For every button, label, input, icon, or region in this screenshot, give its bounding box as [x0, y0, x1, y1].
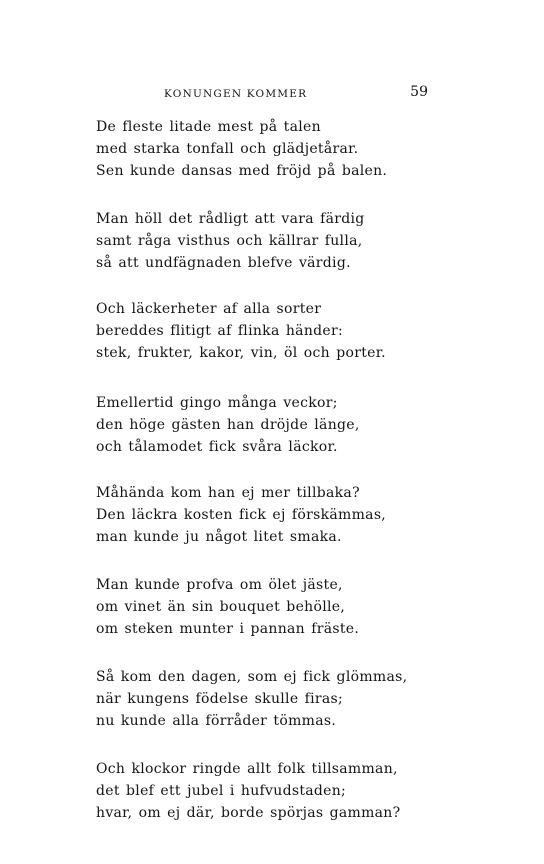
verse-line: Man höll det rådligt att vara färdig [96, 211, 365, 227]
stanza-4 [96, 392, 416, 458]
stanza-5 [96, 482, 416, 548]
verse-line: Den läckra kosten fick ej förskämmas, [96, 507, 387, 523]
verse-line: Måhända kom han ej mer tillbaka? [96, 485, 360, 501]
verse-line: om vinet än sin bouquet behölle, [96, 599, 346, 615]
verse-line: nu kunde alla förråder tömmas. [96, 713, 337, 729]
stanza-2 [96, 208, 416, 274]
verse-line: samt råga visthus och källrar fulla, [96, 233, 363, 249]
verse-line: om steken munter i pannan fräste. [96, 621, 360, 637]
poem-body [96, 116, 416, 848]
stanza-3 [96, 298, 416, 364]
running-header [96, 84, 428, 104]
verse-line: bereddes flitigt af flinka händer: [96, 323, 343, 339]
stanza-7 [96, 666, 416, 732]
stanza-6 [96, 574, 416, 640]
verse-line: med starka tonfall och glädjetårar. [96, 141, 359, 157]
verse-line: man kunde ju något litet smaka. [96, 529, 342, 545]
verse-line: Så kom den dagen, som ej fick glömmas, [96, 669, 408, 685]
verse-line: det blef ett jubel i hufvudstaden; [96, 783, 347, 799]
verse-line: och tålamodet fick svåra läckor. [96, 439, 338, 455]
verse-line: stek, frukter, kakor, vin, öl och porter. [96, 345, 386, 361]
verse-line: hvar, om ej där, borde spörjas gamman? [96, 805, 401, 821]
verse-line: den höge gästen han dröjde länge, [96, 417, 360, 433]
verse-line: Man kunde profva om ölet jäste, [96, 577, 343, 593]
verse-line: Emellertid gingo många veckor; [96, 395, 338, 411]
verse-line: så att undfägnaden blefve värdig. [96, 255, 351, 271]
stanza-1 [96, 116, 416, 182]
stanza-8 [96, 758, 416, 824]
verse-line: Och klockor ringde allt folk tillsamman, [96, 761, 398, 777]
verse-line: De fleste litade mest på talen [96, 119, 321, 135]
verse-line: Och läckerheter af alla sorter [96, 301, 322, 317]
running-title: KONUNGEN KOMMER [164, 88, 308, 100]
verse-line: Sen kunde dansas med fröjd på balen. [96, 163, 388, 179]
page-number: 59 [410, 84, 428, 100]
verse-line: när kungens födelse skulle firas; [96, 691, 344, 707]
